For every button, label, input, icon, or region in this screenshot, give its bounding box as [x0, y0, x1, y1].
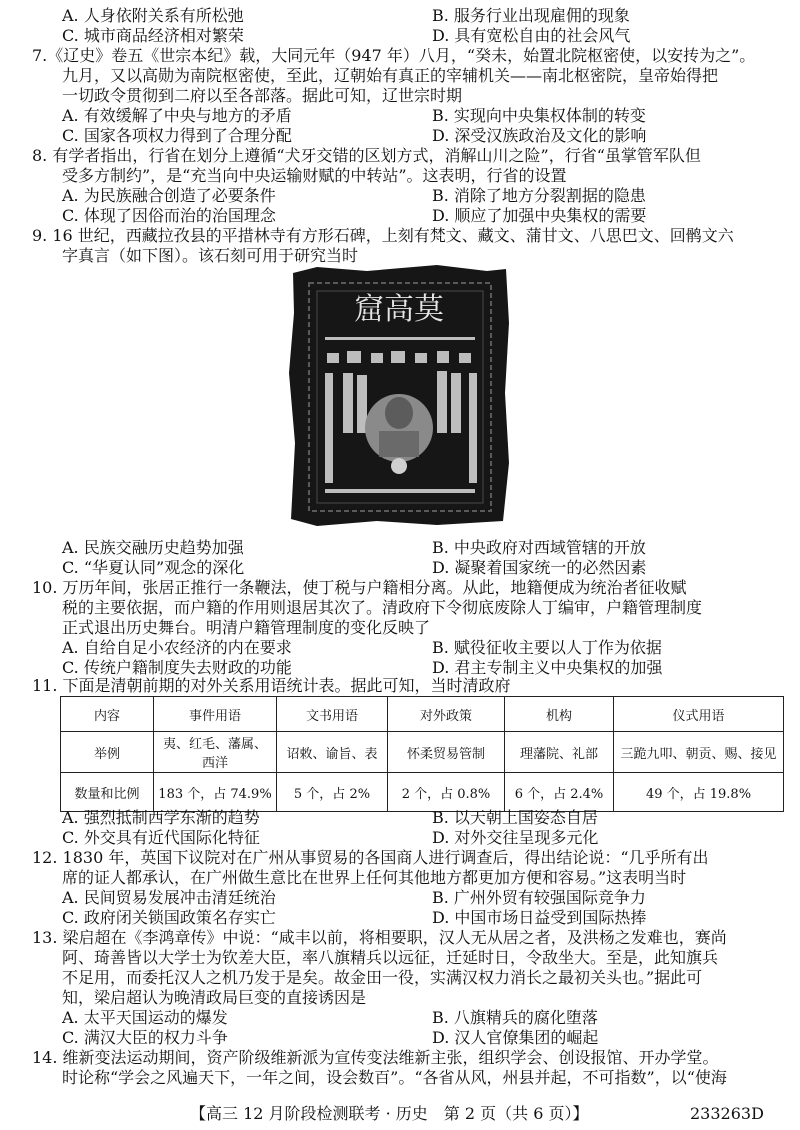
table-cell: 183 个，占 74.9% — [154, 773, 277, 812]
q13-stem-line-2: 阿、琦善皆以大学士为钦差大臣，率八旗精兵以远征，迁延时日，令敌坐大。至是，此知旗兵 — [62, 948, 719, 967]
q13-option-c: C. 满汉大臣的权力斗争 — [62, 1028, 228, 1047]
q10-stem-line-2: 税的主要依据，而户籍的作用则退居其次了。清政府下令彻底废除人丁编审，户籍管理制度 — [62, 598, 703, 617]
q7-stem-line-3: 一切政令贯彻到二府以至各部落。据此可知，辽世宗时期 — [62, 86, 463, 105]
q8-stem-line-1: 8. 有学者指出，行省在划分上遵循“犬牙交错的区划方式，消解山川之险”，行省“虽掌管军队但 — [32, 146, 701, 165]
q14-stem-line-2: 时论称“学会之风遍天下，一年之间，设会数百”。“各省从风，州县并起，不可指数”，以“使海 — [62, 1068, 727, 1087]
table-cell: 夷、红毛、藩属、西洋 — [154, 732, 277, 773]
q9-option-d: D. 凝聚着国家统一的必然因素 — [432, 558, 647, 577]
page-footer-code: 233263D — [690, 1104, 764, 1123]
q10-option-b: B. 赋役征收主要以人丁作为依据 — [432, 638, 662, 657]
table-header-cell: 事件用语 — [154, 697, 277, 732]
page-footer-label: 【高三 12 月阶段检测联考 · 历史 第 2 页（共 6 页）】 — [190, 1104, 589, 1123]
q13-option-b: B. 八旗精兵的腐化堕落 — [432, 1008, 598, 1027]
q7-option-d: D. 深受汉族政治及文化的影响 — [432, 126, 647, 145]
q9-option-a: A. 民族交融历史趋势加强 — [62, 538, 244, 557]
table-cell: 理藩院、礼部 — [505, 732, 614, 773]
q10-stem-line-3: 正式退出历史舞台。明清户籍管理制度的变化反映了 — [62, 618, 431, 637]
table-row-examples — [61, 732, 784, 773]
foreign-relations-term-table — [60, 696, 784, 812]
q11-option-b: B. 以天朝上国姿态自居 — [432, 808, 598, 827]
q6-option-d: D. 具有宽松自由的社会风气 — [432, 26, 631, 45]
q12-option-d: D. 中国市场日益受到国际热捧 — [432, 908, 647, 927]
table-cell: 6 个，占 2.4% — [505, 773, 614, 812]
q13-option-d: D. 汉人官僚集团的崛起 — [432, 1028, 599, 1047]
q7-option-a: A. 有效缓解了中央与地方的矛盾 — [62, 106, 292, 125]
q12-option-c: C. 政府闭关锁国政策名存实亡 — [62, 908, 276, 927]
q12-option-a: A. 民间贸易发展冲击清廷统治 — [62, 888, 276, 907]
q10-option-a: A. 自给自足小农经济的内在要求 — [62, 638, 292, 657]
q9-stem-line-1: 9. 16 世纪，西藏拉孜县的平措林寺有方形石碑，上刻有梵文、藏文、蒲甘文、八思巴文、回鹘文六 — [32, 226, 734, 245]
stele-rubbing-image — [287, 263, 512, 528]
q13-stem-line-3: 不足用，而委托汉人之机乃发于是矣。故金田一役，实满汉权力消长之最初关头也。”据此可 — [62, 968, 703, 987]
table-cell: 2 个，占 0.8% — [388, 773, 505, 812]
q9-option-c: C. “华夏认同”观念的深化 — [62, 558, 245, 577]
q8-option-d: D. 顺应了加强中央集权的需要 — [432, 206, 647, 225]
table-cell: 数量和比例 — [61, 773, 154, 812]
q11-option-d: D. 对外交往呈现多元化 — [432, 828, 599, 847]
q6-option-b: B. 服务行业出现雇佣的现象 — [432, 6, 630, 25]
q11-option-a: A. 强烈抵制西学东渐的趋势 — [62, 808, 260, 827]
q14-stem-line-1: 14. 维新变法运动期间，资产阶级维新派为宣传变法维新主张，组织学会、创设报馆、开办学堂。 — [32, 1048, 719, 1067]
q12-stem-line-1: 12. 1830 年，英国下议院对在广州从事贸易的各国商人进行调查后，得出结论说：“几乎所有出 — [32, 848, 709, 867]
table-row-counts — [61, 773, 784, 812]
table-cell: 三跪九叩、朝贡、赐、接见 — [614, 732, 784, 773]
q9-stem-line-2: 字真言（如下图）。该石刻可用于研究当时 — [62, 246, 359, 265]
q8-option-a: A. 为民族融合创造了必要条件 — [62, 186, 276, 205]
q8-option-c: C. 体现了因俗而治的治国理念 — [62, 206, 276, 225]
q7-stem-line-1: 7.《辽史》卷五《世宗本纪》载，大同元年（947 年）八月，“癸未，始置北院枢密使，以安抟为之”。 — [32, 46, 756, 65]
q11-stem: 11. 下面是清朝前期的对外关系用语统计表。据此可知，当时清政府 — [32, 676, 511, 695]
table-header-cell: 对外政策 — [388, 697, 505, 732]
q13-stem-line-1: 13. 梁启超在《李鸿章传》中说：“咸丰以前，将相要职，汉人无从居之者，及洪杨之发难也，赛尚 — [32, 928, 727, 947]
q13-stem-line-4: 知，梁启超认为晚清政局巨变的直接诱因是 — [62, 988, 367, 1007]
q7-option-b: B. 实现向中央集权体制的转变 — [432, 106, 646, 125]
q10-option-d: D. 君主专制主义中央集权的加强 — [432, 658, 663, 677]
table-cell: 诏敕、谕旨、表 — [277, 732, 388, 773]
q11-option-c: C. 外交具有近代国际化特征 — [62, 828, 260, 847]
q8-stem-line-2: 受多方制约”，是“充当向中央运输财赋的中转站”。这表明，行省的设置 — [62, 166, 567, 185]
q12-stem-line-2: 席的证人都承认，在广州做生意比在世界上任何其他地方都更加方便和容易。”这表明当时 — [62, 868, 687, 887]
q6-option-a: A. 人身依附关系有所松弛 — [62, 6, 244, 25]
table-header-row — [61, 697, 784, 732]
stele-title-text: 窟高莫 — [354, 292, 444, 327]
table-cell: 怀柔贸易管制 — [388, 732, 505, 773]
q9-option-b: B. 中央政府对西域管辖的开放 — [432, 538, 646, 557]
table-cell: 49 个，占 19.8% — [614, 773, 784, 812]
table-cell: 举例 — [61, 732, 154, 773]
q7-stem-line-2: 九月，又以高勋为南院枢密使，至此，辽朝始有真正的宰辅机关——南北枢密院，皇帝始得把 — [62, 66, 719, 85]
table-cell: 5 个，占 2% — [277, 773, 388, 812]
q13-option-a: A. 太平天国运动的爆发 — [62, 1008, 228, 1027]
q10-option-c: C. 传统户籍制度失去财政的功能 — [62, 658, 292, 677]
table-header-cell: 文书用语 — [277, 697, 388, 732]
table-header-cell: 仪式用语 — [614, 697, 784, 732]
q10-stem-line-1: 10. 万历年间，张居正推行一条鞭法，使丁税与户籍相分离。从此，地籍便成为统治者征收赋 — [32, 578, 687, 597]
table-header-cell: 内容 — [61, 697, 154, 732]
q12-option-b: B. 广州外贸有较强国际竞争力 — [432, 888, 646, 907]
q6-option-c: C. 城市商品经济相对繁荣 — [62, 26, 244, 45]
q7-option-c: C. 国家各项权力得到了合理分配 — [62, 126, 292, 145]
table-header-cell: 机构 — [505, 697, 614, 732]
q8-option-b: B. 消除了地方分裂割据的隐患 — [432, 186, 646, 205]
